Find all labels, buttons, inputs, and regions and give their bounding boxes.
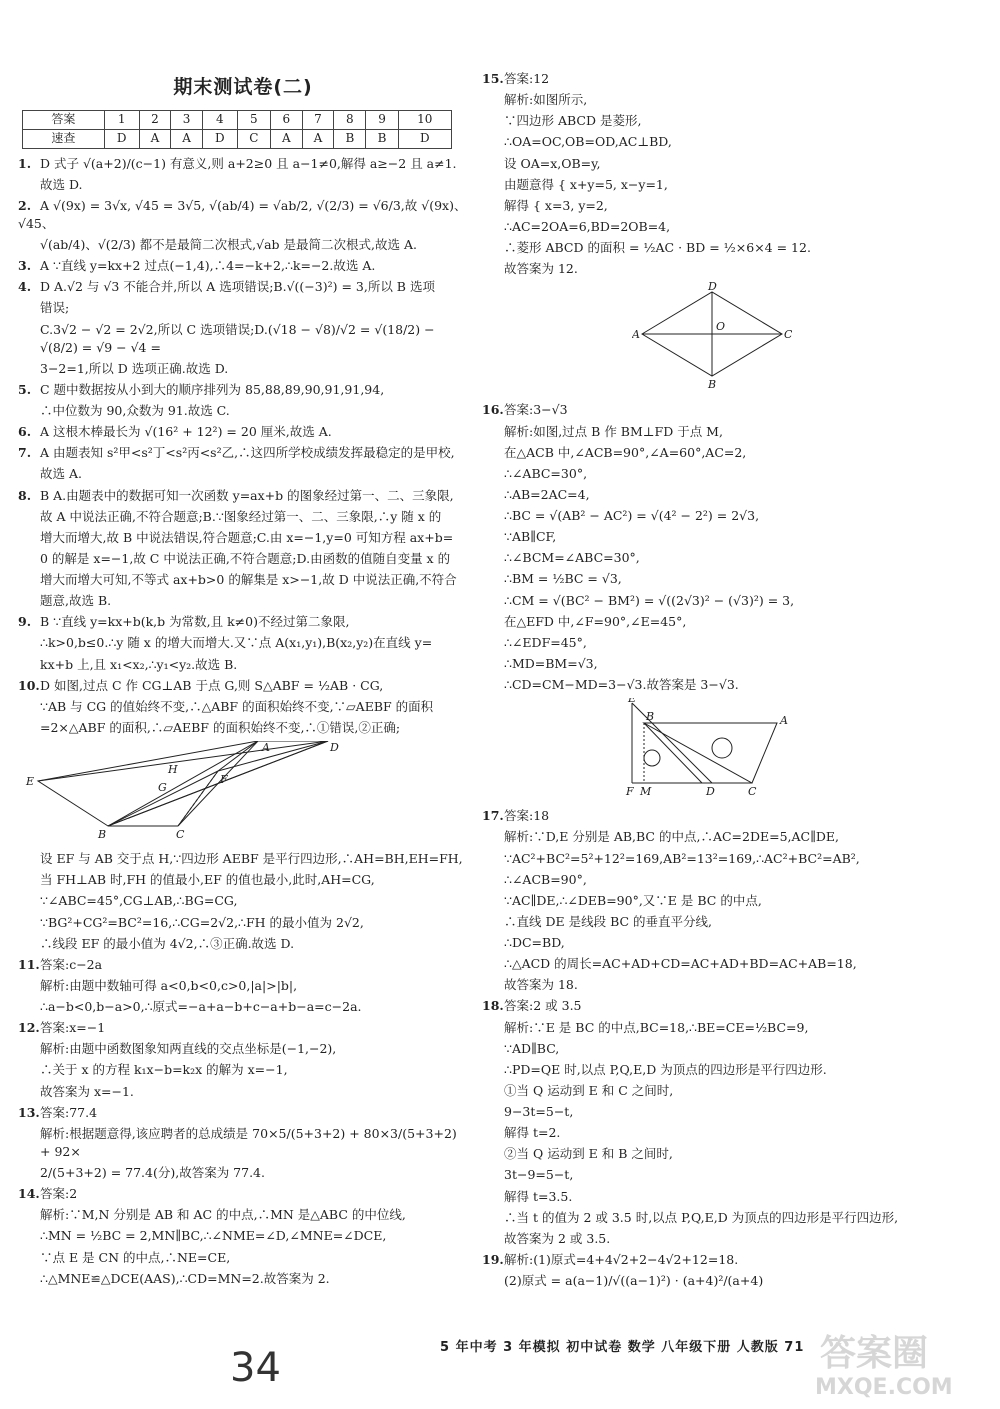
solution-line	[18, 197, 468, 233]
solution-text: ∴菱形 ABCD 的面积 = ½AC · BD = ½×6×4 = 12.	[504, 240, 811, 255]
solution-line	[18, 299, 468, 317]
solution-line	[482, 197, 972, 215]
svg-text:A: A	[780, 714, 788, 728]
solution-line	[18, 719, 468, 737]
solution-text: 解析:∵D,E 分别是 AB,BC 的中点,∴AC=2DE=5,AC∥DE,	[504, 829, 839, 845]
solution-text: ∴∠ACB=90°,	[504, 871, 587, 887]
solution-line	[482, 155, 972, 173]
solution-line	[18, 613, 468, 631]
solution-text: (2)原式 = a(a−1)/√((a−1)²) · (a+4)²/(a+4)	[504, 1273, 764, 1288]
svg-text:E: E	[628, 698, 637, 706]
question-number: 13.	[18, 1104, 40, 1120]
solution-text: 2/(5+3+2) = 77.4(分),故答案为 77.4.	[40, 1165, 265, 1181]
solution-line	[482, 592, 972, 610]
solution-line	[482, 1124, 972, 1142]
solution-text: ∴关于 x 的方程 k₁x−b=k₂x 的解为 x=−1,	[40, 1062, 288, 1078]
answer-number: 8	[334, 110, 366, 129]
solution-text: ∴AC=2OA=6,BD=2OB=4,	[504, 218, 671, 234]
solution-text: 解析:∵E 是 BC 的中点,BC=18,∴BE=CE=½BC=9,	[504, 1019, 809, 1035]
solution-line	[482, 828, 972, 846]
solution-text: A 这根木棒最长为 √(16² + 12²) = 20 厘米,故选 A.	[40, 424, 332, 440]
solution-line	[482, 934, 972, 952]
solution-text: kx+b 上,且 x₁<x₂,∴y₁<y₂.故选 B.	[40, 656, 238, 672]
solution-line	[482, 1082, 972, 1100]
solution-line	[18, 1227, 468, 1245]
solution-text: 增大而增大可知,不等式 ax+b>0 的解集是 x>−1,故 D 中说法正确,不符合	[40, 572, 457, 588]
solution-text: B A.由题表中的数据可知一次函数 y=ax+b 的图象经过第一、二、三象限,	[40, 487, 454, 503]
question-number: 14.	[18, 1186, 40, 1202]
question-number: 12.	[18, 1020, 40, 1036]
solution-line	[482, 1145, 972, 1163]
solution-text: ①当 Q 运动到 E 和 C 之间时,	[504, 1082, 674, 1098]
solution-line	[18, 1164, 468, 1182]
solutions-1-10	[18, 155, 468, 738]
solution-line	[482, 850, 972, 868]
solution-text: 解得 t=3.5.	[504, 1188, 573, 1204]
solution-line	[18, 1206, 468, 1224]
solution-text: ∵∠ABC=45°,CG⊥AB,∴BG=CG,	[40, 893, 238, 909]
solution-text: 设 EF 与 AB 交于点 H,∵四边形 AEBF 是平行四边形,∴AH=BH,EH=FH,	[40, 851, 463, 867]
left-column	[18, 70, 468, 1291]
solution-line	[18, 850, 468, 868]
solution-line	[482, 1272, 972, 1290]
solution-line	[18, 1185, 468, 1203]
solution-text: ∵AB 与 CG 的值始终不变,∴△ABF 的面积始终不变,∵▱AEBF 的面积	[40, 698, 434, 714]
solution-text: 答案:3−√3	[504, 402, 568, 418]
solution-line	[482, 528, 972, 546]
solution-text: 错误;	[40, 300, 70, 316]
solution-line	[18, 956, 468, 974]
solution-line	[18, 423, 468, 441]
solution-text: D A.√2 与 √3 不能合并,所以 A 选项错误;B.√((−3)²) = 3,所以 B 选项	[40, 279, 435, 295]
solution-text: 当 FH⊥AB 时,FH 的值最小,EF 的值也最小,此时,AH=CG,	[40, 872, 375, 888]
solution-line	[18, 1083, 468, 1101]
solution-text: 解得 t=2.	[504, 1125, 561, 1141]
solution-line	[18, 935, 468, 953]
question-number: 9.	[18, 614, 32, 630]
svg-text:F: F	[626, 785, 634, 799]
solution-text: ∵AD∥BC,	[504, 1040, 560, 1056]
answer-letter: D	[398, 129, 451, 148]
solution-text: 故答案为 18.	[504, 977, 578, 993]
solution-text: ∴∠BCM=∠ABC=30°,	[504, 550, 640, 566]
svg-text:F: F	[220, 773, 228, 787]
solution-text: C 题中数据按从小到大的顺序排列为 85,88,89,90,91,91,94,	[40, 381, 385, 397]
solution-line	[482, 112, 972, 130]
solution-text: 故答案为 x=−1.	[40, 1083, 134, 1099]
solution-line	[482, 70, 972, 88]
solution-text: ∵BG²+CG²=BC²=16,∴CG=2√2,∴FH 的最小值为 2√2,	[40, 914, 364, 930]
solution-text: 解析:∵M,N 分别是 AB 和 AC 的中点,∴MN 是△ABC 的中位线,	[40, 1207, 406, 1223]
question-number: 16.	[482, 402, 504, 418]
solution-line	[482, 892, 972, 910]
solution-text: 解析:如图,过点 B 作 BM⊥FD 于点 M,	[504, 423, 723, 439]
solution-line	[18, 529, 468, 547]
solution-line	[482, 976, 972, 994]
question-number: 7.	[18, 445, 32, 461]
question-number: 10.	[18, 677, 40, 693]
row2-label: 速查	[23, 129, 105, 148]
solution-text: 设 OA=x,OB=y,	[504, 155, 601, 171]
svg-text:A: A	[262, 741, 270, 755]
answer-table	[22, 110, 452, 149]
solution-text: ∵AC∥DE,∴∠DEB=90°,又∵E 是 BC 的中点,	[504, 892, 762, 908]
answer-letter: B	[366, 129, 398, 148]
solution-line	[482, 91, 972, 109]
answer-number: 10	[398, 110, 451, 129]
footer-text: 5 年中考 3 年模拟 初中试卷 数学 八年级下册 人教版 71	[440, 1340, 805, 1355]
solution-text: √(ab/4)、√(2/3) 都不是最简二次根式,√ab 是最简二次根式,故选 A.	[40, 237, 417, 253]
svg-text:B: B	[708, 378, 717, 392]
svg-text:E: E	[26, 775, 35, 789]
solution-text: D 如图,过点 C 作 CG⊥AB 于点 G,则 S△ABF = ½AB · CG,	[40, 677, 384, 693]
solution-line	[18, 257, 468, 275]
solution-line	[18, 321, 468, 357]
svg-text:D: D	[706, 785, 715, 799]
svg-text:M: M	[640, 785, 652, 799]
answer-number: 7	[302, 110, 334, 129]
answer-number: 3	[171, 110, 203, 129]
answer-number: 5	[237, 110, 270, 129]
solution-text: 解析:如图所示,	[504, 92, 588, 108]
answer-letter: A	[139, 129, 171, 148]
solution-text: 由题意得 { x+y=5, x−y=1,	[504, 176, 668, 192]
question-number: 18.	[482, 998, 504, 1014]
solution-line	[18, 1061, 468, 1079]
solution-text: ∴中位数为 90,众数为 91.故选 C.	[40, 403, 230, 419]
solution-line	[18, 1104, 468, 1122]
solution-text: 解析:由题中数轴可得 a<0,b<0,c>0,|a|>|b|,	[40, 977, 298, 993]
handwritten-page-number: 34	[230, 1345, 281, 1391]
solution-line	[18, 698, 468, 716]
question-number: 19.	[482, 1251, 504, 1267]
solution-text: ②当 Q 运动到 E 和 B 之间时,	[504, 1146, 673, 1162]
answer-letter: A	[271, 129, 303, 148]
solution-text: 答案:77.4	[40, 1104, 98, 1120]
solution-line	[482, 1061, 972, 1079]
solution-text: 增大而增大,故 B 中说法错误,符合题意;C.由 x=−1,y=0 可知方程 ax+b=	[40, 529, 454, 545]
svg-text:C: C	[784, 328, 792, 342]
solution-line	[18, 487, 468, 505]
solution-line	[482, 1103, 972, 1121]
answer-letter: D	[104, 129, 139, 148]
solution-line	[18, 656, 468, 674]
solution-line	[482, 913, 972, 931]
solution-text: ∴MD=BM=√3,	[504, 655, 598, 671]
solution-text: ∵点 E 是 CN 的中点,∴NE=CE,	[40, 1249, 231, 1265]
solution-line	[18, 998, 468, 1016]
solution-line	[482, 676, 972, 694]
solution-text: ∴a−b<0,b−a>0,∴原式=−a+a−b+c−a+b−a=c−2a.	[40, 999, 362, 1015]
solution-line	[482, 655, 972, 673]
triangle-figure	[622, 698, 972, 803]
solution-text: 3−2=1,所以 D 选项正确.故选 D.	[40, 360, 229, 376]
parallelogram-figure	[18, 741, 468, 846]
solution-line	[18, 1249, 468, 1267]
solution-text: ∴△ACD 的周长=AC+AD+CD=AC+AD+BD=AC+AB=18,	[504, 956, 857, 972]
solution-text: ∴BM = ½BC = √3,	[504, 571, 622, 587]
solution-line	[482, 1209, 972, 1227]
solution-line	[18, 508, 468, 526]
solution-15	[482, 70, 972, 278]
solution-text: 故选 D.	[40, 176, 83, 192]
answer-letter: A	[171, 129, 203, 148]
solution-text: 9−3t=5−t,	[504, 1104, 574, 1119]
row1-label: 答案	[23, 110, 105, 129]
solution-line	[482, 1230, 972, 1248]
solution-line	[482, 1188, 972, 1206]
solution-line	[482, 507, 972, 525]
solution-text: B ∵直线 y=kx+b(k,b 为常数,且 k≠0)不经过第二象限,	[40, 614, 350, 630]
solution-text: 答案:c−2a	[40, 956, 103, 972]
solutions-10-14	[18, 850, 468, 1288]
solution-text: ∴∠EDF=45°,	[504, 634, 587, 650]
solution-text: 题意,故选 B.	[40, 593, 112, 609]
solution-line	[18, 550, 468, 568]
solution-line	[482, 176, 972, 194]
solution-text: 答案:2	[40, 1186, 78, 1202]
solution-text: 解析:(1)原式=4+4√2+2−4√2+12=18.	[504, 1251, 739, 1267]
solution-line	[18, 677, 468, 695]
question-number: 3.	[18, 258, 32, 274]
solution-text: 答案:2 或 3.5	[504, 998, 582, 1014]
solution-line	[482, 570, 972, 588]
solution-line	[18, 1019, 468, 1037]
svg-text:O: O	[716, 320, 726, 334]
solution-line	[482, 807, 972, 825]
solution-text: ∴CM = √(BC² − BM²) = √((2√3)² − (√3)²) = 3,	[504, 592, 795, 608]
solution-text: A ∵直线 y=kx+2 过点(−1,4),∴4=−k+2,∴k=−2.故选 A.	[40, 258, 376, 274]
solution-line	[482, 1251, 972, 1269]
watermark-url: MXQE.COM	[815, 1375, 953, 1400]
solution-text: 解析:根据题意得,该应聘者的总成绩是 70×5/(5+3+2) + 80×3/(5+3+2) + 92×	[40, 1125, 457, 1159]
solution-text: 故选 A.	[40, 466, 82, 482]
svg-text:B: B	[646, 710, 655, 724]
solution-line	[18, 1040, 468, 1058]
solution-16	[482, 401, 972, 694]
solution-text: A √(9x) = 3√x, √45 = 3√5, √(ab/4) = √ab/2, √(2/3) = √6/3,故 √(9x)、√45、	[18, 197, 467, 231]
solution-text: ∴△MNE≌△DCE(AAS),∴CD=MN=2.故答案为 2.	[40, 1270, 330, 1286]
solution-text: D 式子 √(a+2)/(c−1) 有意义,则 a+2≥0 且 a−1≠0,解得 a≥−2 且 a≠1.	[40, 155, 457, 171]
solution-text: ∴PD=QE 时,以点 P,Q,E,D 为顶点的四边形是平行四边形.	[504, 1061, 827, 1077]
solution-text: A 由题表知 s²甲<s²丁<s²丙<s²乙,∴这四所学校成绩发挥最稳定的是甲校,	[40, 445, 455, 461]
solution-line	[482, 486, 972, 504]
solution-text: ∵AC²+BC²=5²+12²=169,AB²=13²=169,∴AC²+BC²=AB²,	[504, 850, 860, 866]
solution-text: ∴∠ABC=30°,	[504, 465, 588, 481]
solution-line	[482, 260, 972, 278]
solution-line	[482, 423, 972, 441]
solution-line	[18, 360, 468, 378]
rhombus-figure	[632, 282, 972, 397]
answer-number: 6	[271, 110, 303, 129]
solution-line	[482, 465, 972, 483]
svg-text:G: G	[158, 781, 167, 795]
answer-number: 1	[104, 110, 139, 129]
solution-line	[18, 236, 468, 254]
solution-line	[482, 871, 972, 889]
solution-line	[482, 634, 972, 652]
solution-line	[18, 176, 468, 194]
solution-text: ∴当 t 的值为 2 或 3.5 时,以点 P,Q,E,D 为顶点的四边形是平行四边形,	[504, 1209, 899, 1225]
solution-line	[18, 381, 468, 399]
solution-text: 在△ACB 中,∠ACB=90°,∠A=60°,AC=2,	[504, 444, 747, 460]
solution-line	[482, 549, 972, 567]
solution-line	[18, 402, 468, 420]
answer-number: 4	[202, 110, 237, 129]
solution-line	[482, 133, 972, 151]
solution-line	[18, 278, 468, 296]
question-number: 11.	[18, 956, 40, 972]
solution-line	[18, 1270, 468, 1288]
solution-line	[18, 914, 468, 932]
solutions-17-19	[482, 807, 972, 1290]
solution-text: ∴OA=OC,OB=OD,AC⊥BD,	[504, 134, 672, 150]
question-number: 4.	[18, 279, 32, 295]
right-column	[482, 70, 972, 1293]
solution-line	[18, 871, 468, 889]
question-number: 6.	[18, 424, 32, 440]
solution-line	[18, 444, 468, 462]
solution-text: ∴DC=BD,	[504, 935, 565, 950]
svg-text:B: B	[98, 828, 107, 842]
solution-text: ∵四边形 ABCD 是菱形,	[504, 113, 642, 129]
answer-letter: D	[202, 129, 237, 148]
answer-letter: A	[302, 129, 334, 148]
solution-text: C.3√2 − √2 = 2√2,所以 C 选项错误;D.(√18 − √8)/√2 = √(18/2) − √(8/2) = √9 − √4 =	[40, 321, 435, 355]
solution-line	[482, 613, 972, 631]
watermark-logo: 答案圈	[820, 1333, 929, 1374]
solution-text: ∴k>0,b≤0.∴y 随 x 的增大而增大.又∵点 A(x₁,y₁),B(x₂,y₂)在直线 y=	[40, 635, 433, 651]
question-number: 1.	[18, 155, 32, 171]
answer-letter: C	[237, 129, 270, 148]
answer-number: 2	[139, 110, 171, 129]
svg-text:C: C	[748, 785, 757, 799]
solution-line	[482, 1040, 972, 1058]
svg-text:D: D	[330, 741, 339, 755]
solution-line	[482, 401, 972, 419]
question-number: 15.	[482, 71, 504, 86]
answer-number: 9	[366, 110, 398, 129]
question-number: 17.	[482, 808, 504, 824]
svg-text:A: A	[632, 328, 640, 342]
solution-line	[18, 977, 468, 995]
solution-line	[482, 239, 972, 257]
solution-text: 0 的解是 x=−1,故 C 中说法正确,不符合题意;D.由函数的值随自变量 x 的	[40, 550, 451, 566]
solution-text: 故 A 中说法正确,不符合题意;B.∵图象经过第一、二、三象限,∴y 随 x 的	[40, 508, 442, 524]
solution-text: 在△EFD 中,∠F=90°,∠E=45°,	[504, 613, 687, 629]
solution-line	[482, 218, 972, 236]
svg-text:D: D	[708, 282, 717, 294]
solution-line	[482, 1019, 972, 1037]
solution-line	[18, 465, 468, 483]
solution-text: 解得 { x=3, y=2,	[504, 197, 608, 213]
answer-letter: B	[334, 129, 366, 148]
question-number: 5.	[18, 381, 32, 397]
solution-text: 答案:x=−1	[40, 1020, 106, 1036]
solution-text: ∵AB∥CF,	[504, 529, 557, 545]
solution-line	[18, 892, 468, 910]
page-title: 期末测试卷(二)	[173, 76, 313, 98]
solution-line	[18, 634, 468, 652]
svg-text:H: H	[168, 763, 178, 777]
solution-text: ∴直线 DE 是线段 BC 的垂直平分线,	[504, 913, 712, 929]
solution-line	[18, 155, 468, 173]
solution-text: 故答案为 12.	[504, 261, 578, 277]
solution-text: ∴BC = √(AB² − AC²) = √(4² − 2²) = 2√3,	[504, 508, 760, 523]
solution-text: 3t−9=5−t,	[504, 1167, 574, 1183]
question-number: 2.	[18, 197, 32, 213]
solution-line	[482, 997, 972, 1015]
solution-line	[18, 571, 468, 589]
question-number: 8.	[18, 487, 32, 503]
svg-text:C: C	[176, 828, 185, 842]
solution-text: =2×△ABF 的面积,∴▱AEBF 的面积始终不变,∴①错误,②正确;	[40, 719, 401, 735]
solution-line	[482, 444, 972, 462]
solution-text: ∴MN = ½BC = 2,MN∥BC,∴∠NME=∠D,∠MNE=∠DCE,	[40, 1228, 387, 1244]
solution-line	[18, 1125, 468, 1161]
solution-text: ∴线段 EF 的最小值为 4√2,∴③正确.故选 D.	[40, 935, 295, 951]
solution-line	[482, 955, 972, 973]
solution-text: ∴CD=CM−MD=3−√3.故答案是 3−√3.	[504, 677, 739, 692]
solution-text: 故答案为 2 或 3.5.	[504, 1230, 611, 1246]
solution-text: 解析:由题中函数图象知两直线的交点坐标是(−1,−2),	[40, 1041, 337, 1057]
solution-text: 答案:18	[504, 808, 550, 824]
solution-text: ∴AB=2AC=4,	[504, 486, 590, 502]
solution-line	[482, 1166, 972, 1184]
solution-line	[18, 592, 468, 610]
solution-text: 答案:12	[504, 71, 550, 86]
